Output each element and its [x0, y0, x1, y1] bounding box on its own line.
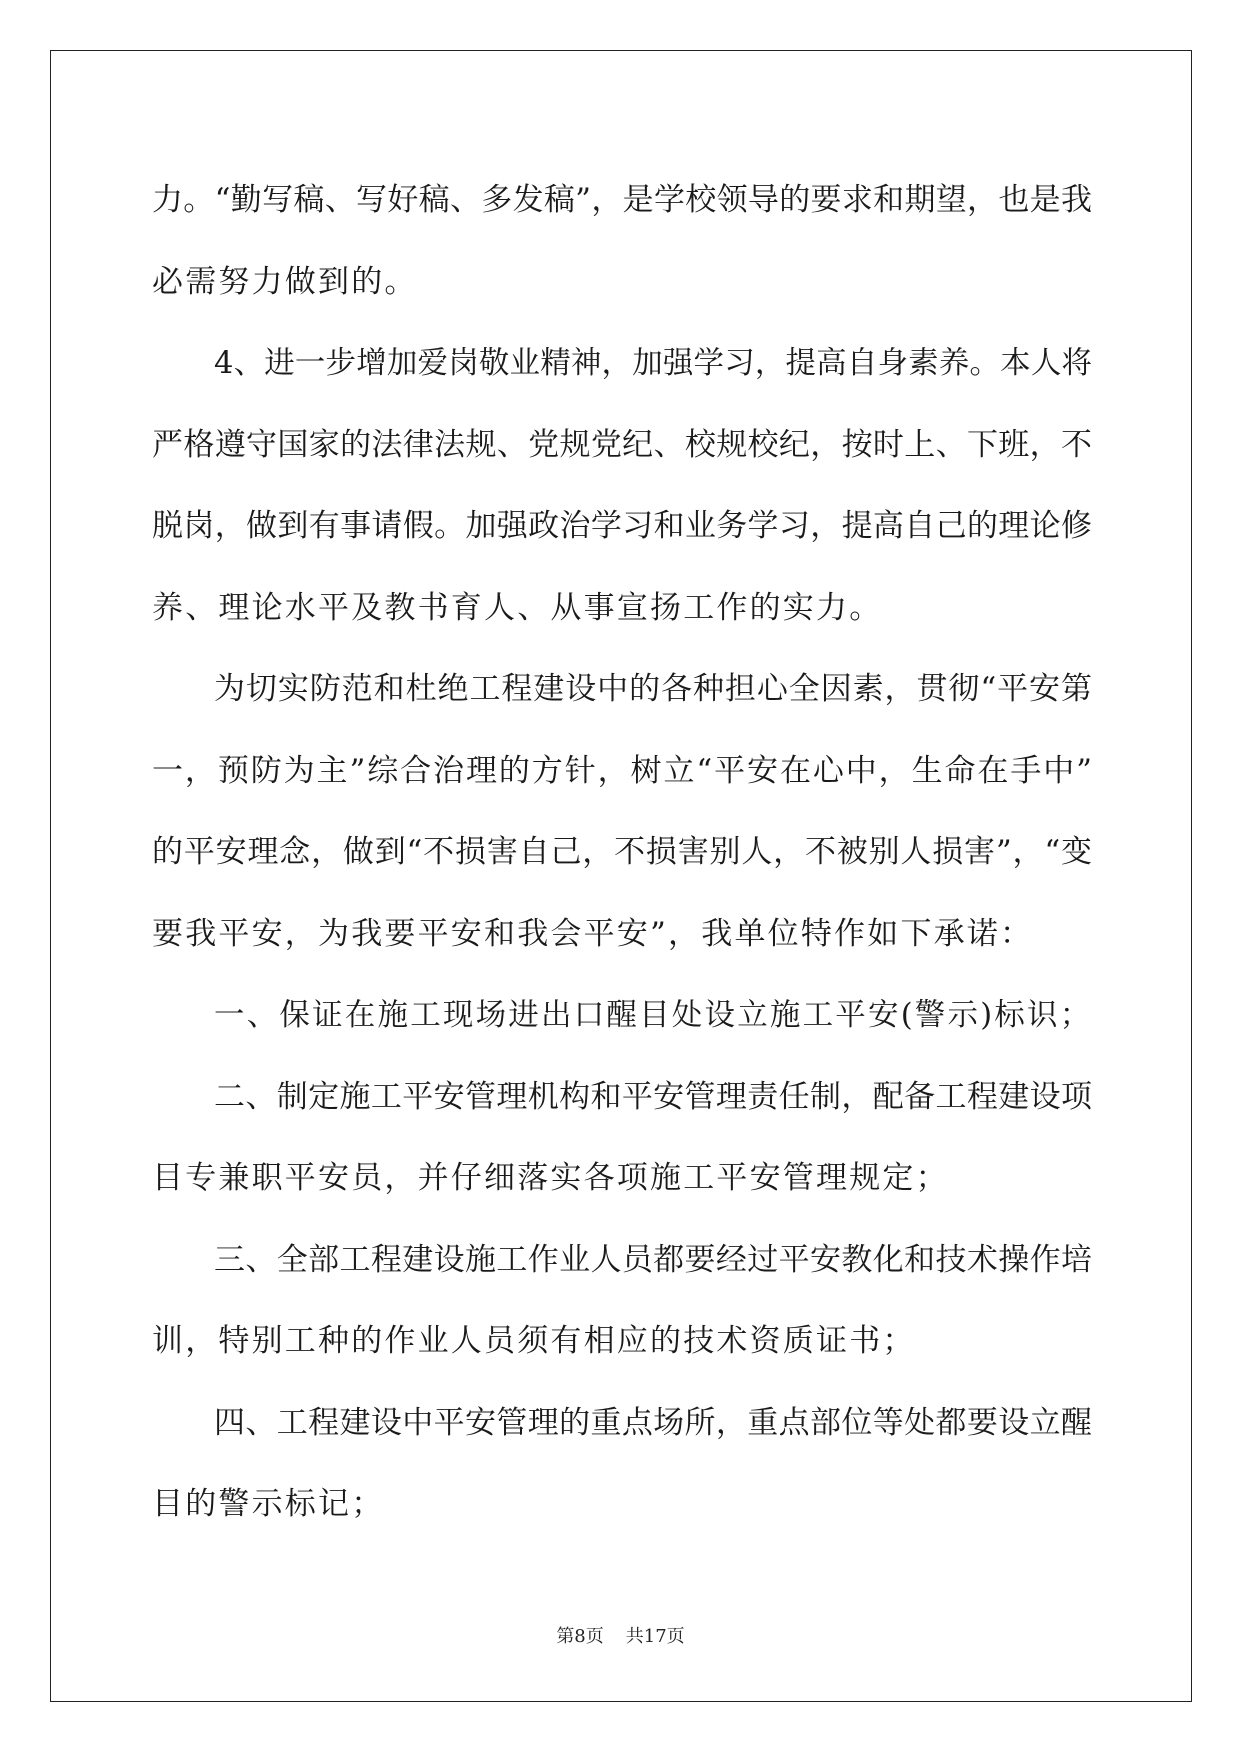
text-line-12: 二、制定施工平安管理机构和平安管理责任制，配备工程建设项 — [214, 1078, 1092, 1115]
text-line-6: 养、理论水平及教书育人、从事宣扬工作的实力。 — [152, 589, 883, 626]
text-line-14: 三、全部工程建设施工作业人员都要经过平安教化和技术操作培 — [214, 1241, 1092, 1278]
text-line-11: 一、保证在施工现场进出口醒目处设立施工平安(警示)标识； — [214, 998, 1093, 1033]
text-line-17: 目的警示标记； — [152, 1486, 385, 1522]
text-line-13: 目专兼职平安员，并仔细落实各项施工平安管理规定； — [152, 1160, 949, 1196]
text-line-1: 力。“勤写稿、写好稿、多发稿”，是学校领导的要求和期望，也是我 — [152, 182, 1092, 218]
page-footer — [0, 1625, 1241, 1649]
text-line-16: 四、工程建设中平安管理的重点场所，重点部位等处都要设立醒 — [214, 1404, 1092, 1441]
page-number: 第8页 — [556, 1626, 604, 1647]
text-line-5: 脱岗，做到有事请假。加强政治学习和业务学习，提高自己的理论修 — [152, 508, 1092, 544]
document-body — [152, 160, 1092, 1546]
text-line-4: 严格遵守国家的法律法规、党规党纪、校规校纪，按时上、下班，不 — [152, 426, 1092, 463]
page-total: 共17页 — [625, 1626, 685, 1647]
text-line-3: 4、进一步增加爱岗敬业精神，加强学习，提高自身素养。本人将 — [214, 346, 1092, 381]
text-line-10: 要我平安，为我要平安和我会平安”，我单位特作如下承诺： — [152, 915, 1034, 952]
text-line-15: 训，特别工种的作业人员须有相应的技术资质证书； — [152, 1323, 916, 1359]
text-line-7: 为切实防范和杜绝工程建设中的各种担心全因素，贯彻“平安第 — [214, 671, 1092, 707]
text-line-9: 的平安理念，做到“不损害自己，不损害别人，不被别人损害”，“变 — [152, 834, 1092, 870]
text-line-8: 一，预防为主”综合治理的方针，树立“平安在心中，生命在手中” — [152, 752, 1092, 789]
text-line-2: 必需努力做到的。 — [152, 263, 418, 300]
